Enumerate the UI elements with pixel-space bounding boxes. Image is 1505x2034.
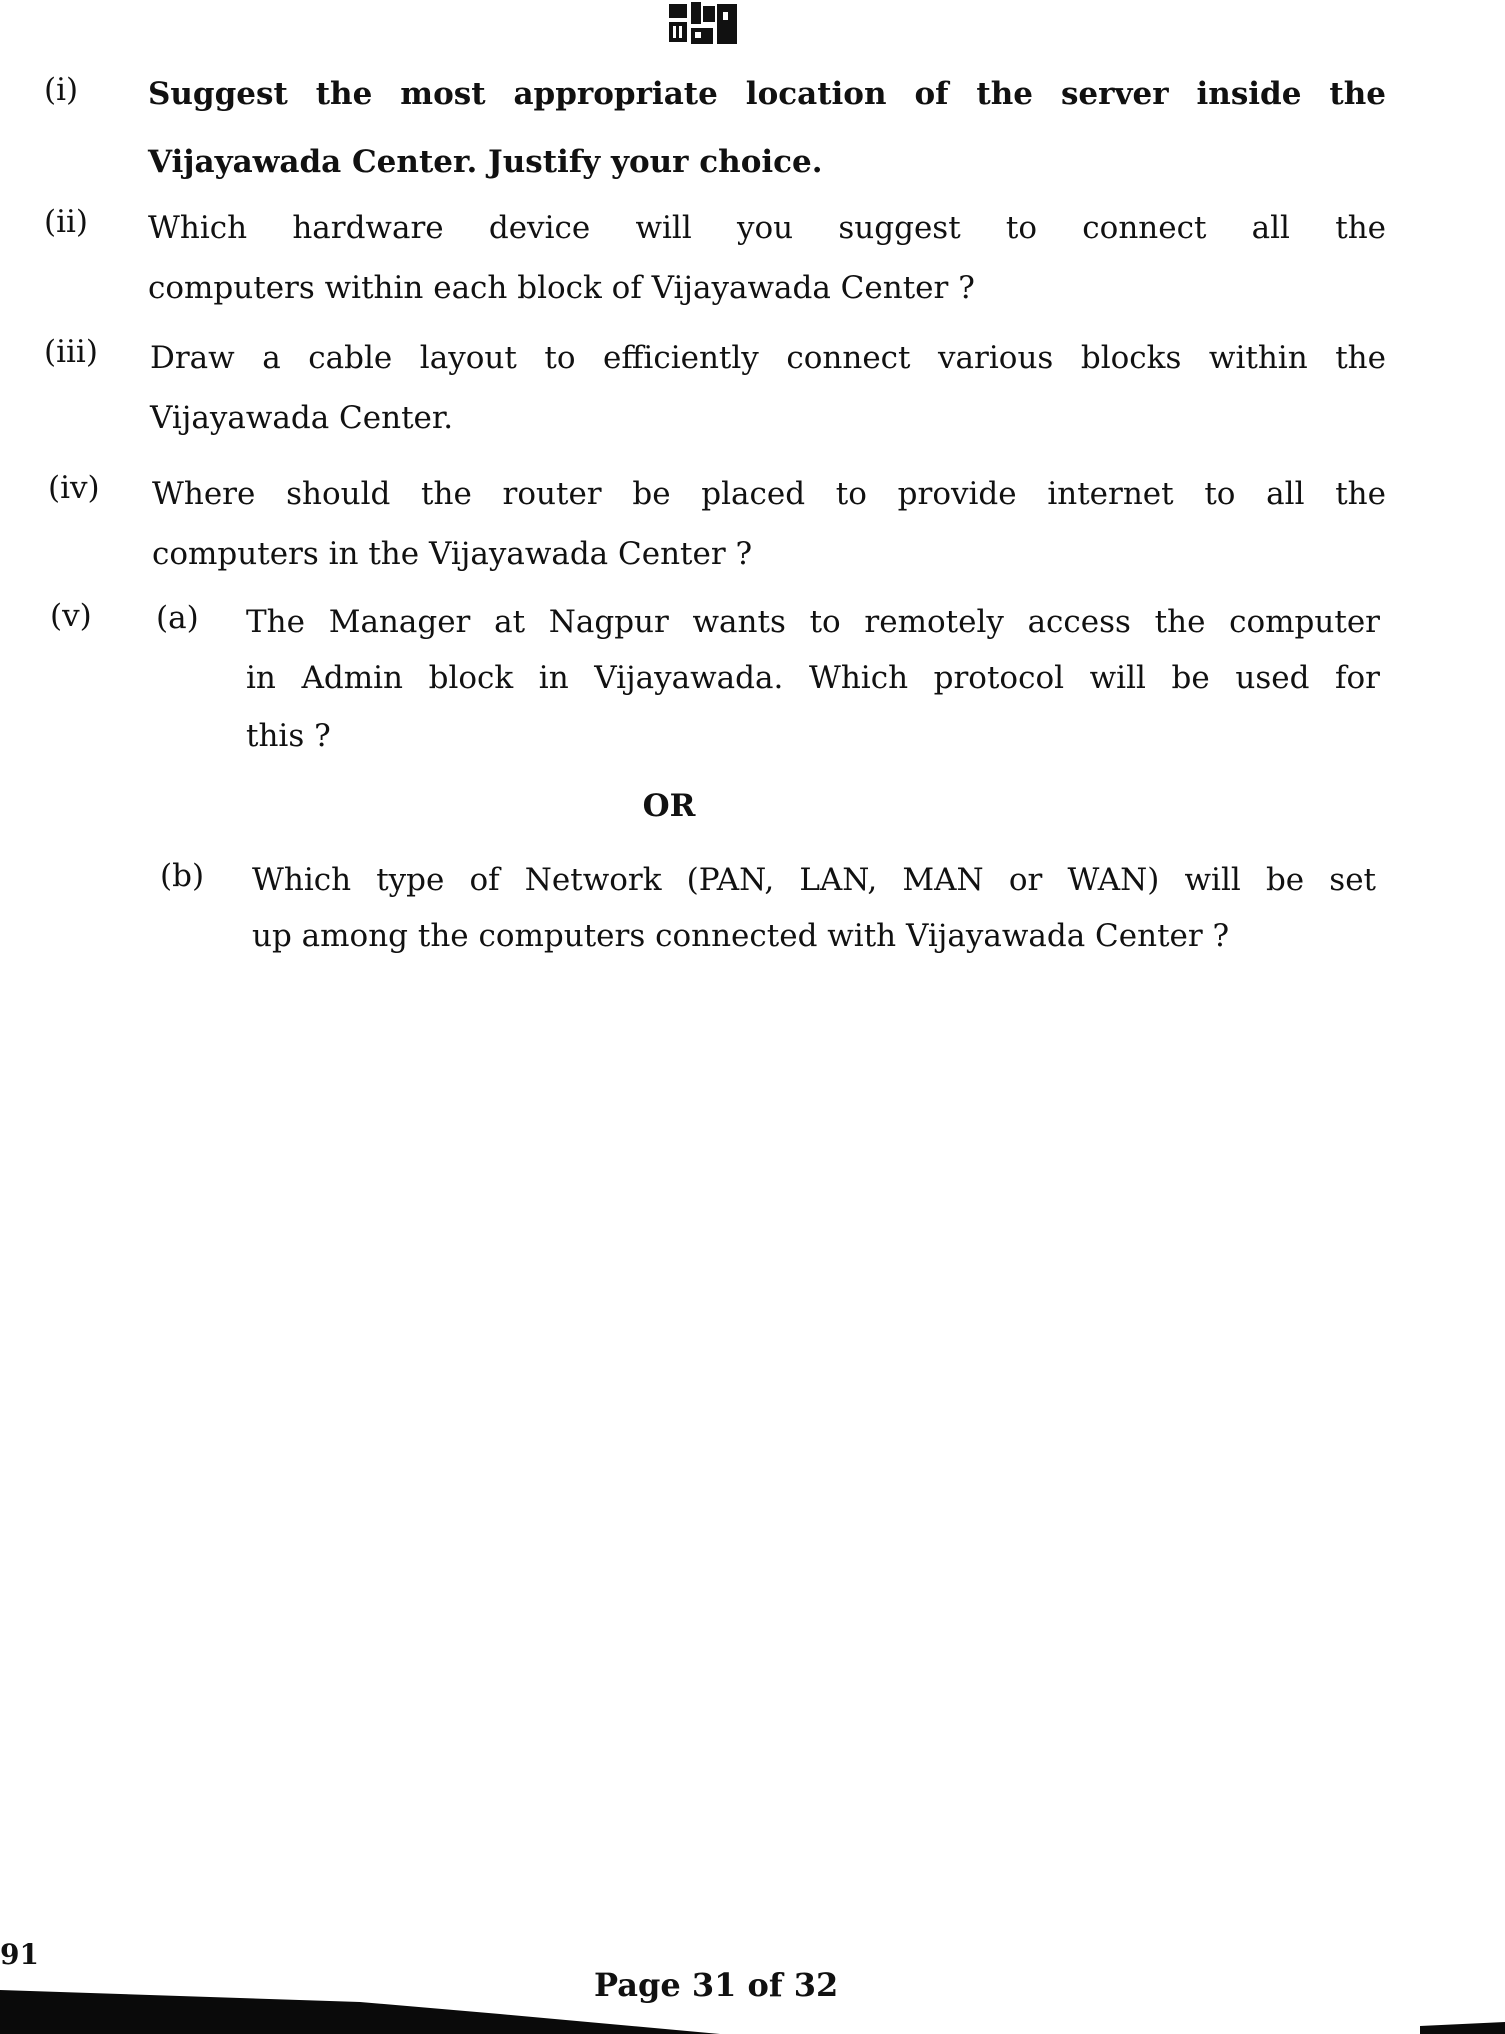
question-text: computers within each block of Vijayawada Center ? xyxy=(148,270,975,306)
qr-code-icon xyxy=(667,2,745,44)
question-text: this ? xyxy=(246,718,331,754)
sub-question-label: (a) xyxy=(156,600,199,636)
question-text: computers in the Vijayawada Center ? xyxy=(152,536,753,572)
question-text: Draw a cable layout to efficiently connect various blocks within the xyxy=(150,340,1386,376)
question-label: (iii) xyxy=(44,334,98,370)
question-label: (ii) xyxy=(44,204,89,240)
question-text: Which hardware device will you suggest to connect all the xyxy=(148,210,1386,246)
question-text: Which type of Network (PAN, LAN, MAN or WAN) will be set xyxy=(252,862,1376,898)
question-text: Where should the router be placed to provide internet to all the xyxy=(152,476,1386,512)
question-text: up among the computers connected with Vijayawada Center ? xyxy=(252,918,1230,954)
question-label: (v) xyxy=(50,598,92,634)
or-separator: OR xyxy=(642,788,696,824)
paper-code: 91 xyxy=(0,1938,39,1971)
question-text: Suggest the most appropriate location of the server inside the xyxy=(148,76,1386,112)
question-text: in Admin block in Vijayawada. Which protocol will be used for xyxy=(246,660,1380,696)
question-text: Vijayawada Center. Justify your choice. xyxy=(148,144,823,180)
question-label: (i) xyxy=(44,72,79,108)
question-text: The Manager at Nagpur wants to remotely access the computer xyxy=(246,604,1380,640)
question-label: (iv) xyxy=(48,470,100,506)
sub-question-label: (b) xyxy=(160,858,205,894)
page-number: Page 31 of 32 xyxy=(594,1966,839,2004)
scan-edge-line xyxy=(0,1990,1505,2034)
question-text: Vijayawada Center. xyxy=(150,400,454,436)
